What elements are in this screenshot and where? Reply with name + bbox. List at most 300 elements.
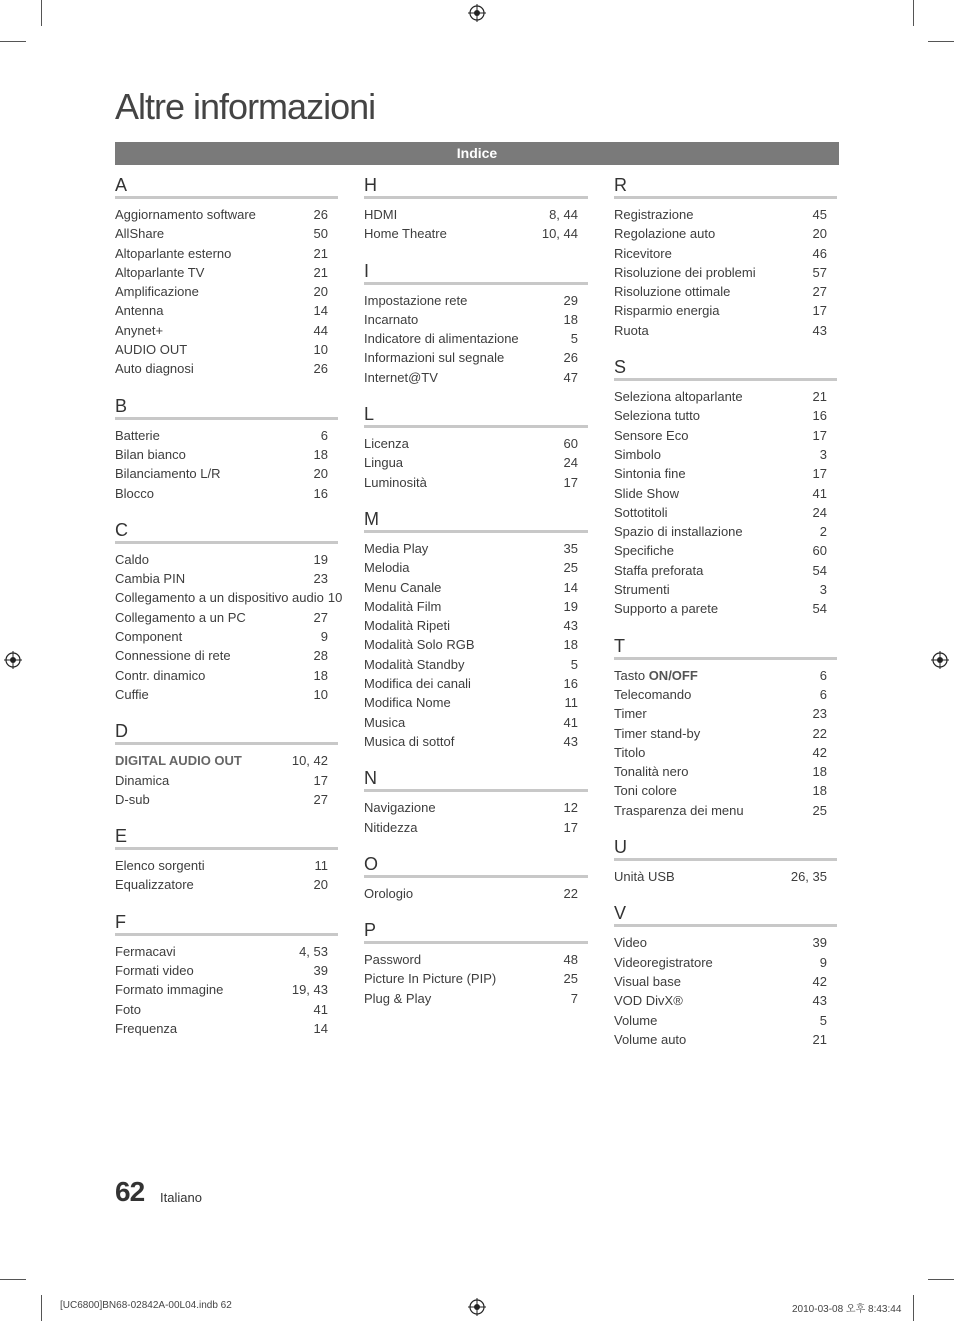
index-term <box>614 541 674 560</box>
index-pages: 18 <box>563 637 578 653</box>
index-pages: 18 <box>313 667 328 683</box>
index-term <box>614 464 686 483</box>
index-pages: 29 <box>563 292 578 308</box>
index-pages: 14 <box>313 303 328 319</box>
index-entries <box>115 544 343 704</box>
index-term <box>614 205 694 224</box>
index-term-text: Seleziona tutto <box>614 408 701 424</box>
index-pages: 23 <box>812 706 827 722</box>
index-section <box>364 851 578 903</box>
index-term <box>614 282 730 301</box>
index-term-text: Musica di sottof <box>364 733 455 749</box>
index-term <box>115 646 231 665</box>
index-entry <box>614 224 827 243</box>
index-term-text: Modalità Ripeti <box>364 618 450 634</box>
index-entry <box>115 627 328 646</box>
index-pages: 35 <box>563 540 578 556</box>
index-section <box>364 765 578 837</box>
index-pages: 24 <box>563 455 578 471</box>
index-letter: N <box>364 765 588 792</box>
index-entry <box>614 426 827 445</box>
index-pages: 10, 42 <box>291 753 328 769</box>
index-letter: V <box>614 900 837 927</box>
index-term <box>614 263 756 282</box>
index-term-text: Connessione di rete <box>115 648 231 664</box>
index-pages: 60 <box>812 543 827 559</box>
index-entry <box>364 693 578 712</box>
index-term <box>115 301 163 320</box>
index-term <box>364 693 451 712</box>
index-pages: 6 <box>819 686 827 702</box>
index-pages: 21 <box>313 245 328 261</box>
index-term-text: Tonalità nero <box>614 764 689 780</box>
index-term <box>115 942 176 961</box>
index-entry <box>115 224 328 243</box>
index-term <box>364 348 504 367</box>
index-entry <box>364 310 578 329</box>
index-pages: 12 <box>563 800 578 816</box>
index-section <box>115 517 343 704</box>
index-term <box>364 635 475 654</box>
index-term <box>364 616 450 635</box>
index-entry <box>115 301 328 320</box>
index-entry <box>614 321 827 340</box>
index-term <box>614 762 688 781</box>
index-term-text: D-sub <box>115 791 150 807</box>
index-letter: A <box>115 172 338 199</box>
index-entry <box>115 646 328 665</box>
index-entry <box>364 655 578 674</box>
index-pages: 42 <box>812 973 827 989</box>
index-letter: R <box>614 172 837 199</box>
index-term <box>614 503 667 522</box>
index-pages: 3 <box>819 446 827 462</box>
index-entry <box>614 1011 827 1030</box>
index-entry <box>115 445 328 464</box>
index-entry <box>115 1019 328 1038</box>
index-entry <box>115 359 328 378</box>
index-section <box>115 823 328 895</box>
index-pages: 5 <box>819 1012 827 1028</box>
index-term-text: Volume <box>614 1012 658 1028</box>
index-term-text: Incarnato <box>364 311 419 327</box>
index-term <box>614 301 720 320</box>
index-term-text: Sensore Eco <box>614 427 689 443</box>
index-term <box>364 884 413 903</box>
crop-mark <box>0 41 26 42</box>
index-section <box>614 172 827 340</box>
index-term <box>115 464 221 483</box>
index-term-text: Cuffie <box>115 686 149 702</box>
index-term <box>115 550 149 569</box>
index-term <box>115 445 186 464</box>
index-term-text: VOD DivX® <box>614 993 683 1009</box>
index-letter: E <box>115 823 338 850</box>
index-pages: 16 <box>563 676 578 692</box>
index-term-text: Amplificazione <box>115 284 199 300</box>
index-term <box>614 666 698 685</box>
index-pages: 14 <box>563 579 578 595</box>
index-term-text: Ricevitore <box>614 245 672 261</box>
index-pages: 8, 44 <box>549 207 578 222</box>
index-pages: 43 <box>812 993 827 1009</box>
index-entry <box>115 790 328 809</box>
index-term <box>364 655 464 674</box>
index-term-text: Anynet+ <box>115 322 164 338</box>
index-term-text: Elenco sorgenti <box>115 858 205 874</box>
index-entry <box>614 464 827 483</box>
index-term-text: Supporto a parete <box>614 601 719 617</box>
index-term <box>115 608 246 627</box>
page-number: 62 <box>115 1176 145 1207</box>
index-entry <box>614 685 827 704</box>
index-letter: F <box>115 909 338 936</box>
index-entry <box>364 539 578 558</box>
index-term <box>364 310 418 329</box>
index-term-text: Registrazione <box>614 207 694 222</box>
index-entry <box>364 453 578 472</box>
index-entry <box>614 867 827 886</box>
index-term <box>614 933 647 952</box>
index-entry <box>364 969 578 988</box>
index-term <box>614 522 743 541</box>
index-entry <box>614 541 827 560</box>
index-entry <box>115 685 328 704</box>
index-term-text: Modifica Nome <box>364 695 451 711</box>
index-term-text: Bilanciamento L/R <box>115 466 221 482</box>
index-entries <box>614 660 827 820</box>
index-pages: 10, 44 <box>541 226 578 242</box>
index-term-text: Password <box>364 952 422 968</box>
index-pages: 18 <box>313 446 328 462</box>
index-pages: 5 <box>570 331 578 347</box>
index-pages: 19, 43 <box>291 982 328 998</box>
index-term-text: Antenna <box>115 303 164 319</box>
index-pages: 48 <box>563 952 578 968</box>
index-term <box>614 867 675 886</box>
index-section <box>364 401 578 492</box>
index-pages: 17 <box>812 427 827 443</box>
index-term-text: Timer stand-by <box>614 725 701 741</box>
index-term <box>115 426 160 445</box>
index-pages: 20 <box>313 466 328 482</box>
index-term <box>364 329 519 348</box>
index-column-3 <box>614 172 827 1063</box>
index-term-text: Informazioni sul segnale <box>364 350 505 366</box>
index-entry <box>115 426 328 445</box>
index-term <box>364 473 427 492</box>
index-entries <box>364 792 578 837</box>
index-pages: 21 <box>313 264 328 280</box>
index-pages: 20 <box>812 226 827 242</box>
index-entry <box>115 321 328 340</box>
index-entry <box>614 933 827 952</box>
index-term-text: Sintonia fine <box>614 466 686 482</box>
index-pages: 9 <box>819 954 827 970</box>
index-letter: O <box>364 851 588 878</box>
index-term-text: Telecomando <box>614 686 692 702</box>
index-term-text: Risoluzione dei problemi <box>614 264 756 280</box>
index-pages: 17 <box>313 772 328 788</box>
index-pages: 7 <box>570 990 578 1006</box>
crop-mark <box>913 0 914 26</box>
index-entry <box>364 473 578 492</box>
index-term-text: Fermacavi <box>115 943 176 959</box>
index-term-text: Internet@TV <box>364 369 438 385</box>
index-term-text: Toni colore <box>614 783 677 799</box>
index-term <box>115 751 242 770</box>
index-entry <box>364 368 578 387</box>
index-term <box>364 969 496 988</box>
index-pages: 21 <box>812 1031 827 1047</box>
index-term <box>364 818 417 837</box>
index-pages: 3 <box>819 582 827 598</box>
crop-mark <box>928 1279 954 1280</box>
index-entries <box>614 199 827 340</box>
index-term-text: Menu Canale <box>364 579 442 595</box>
index-term-text: Altoparlante TV <box>115 264 205 280</box>
index-entry <box>115 244 328 263</box>
index-entry <box>364 329 578 348</box>
index-entry <box>614 724 827 743</box>
index-term-text: Spazio di installazione <box>614 524 743 540</box>
index-entry <box>115 856 328 875</box>
index-pages: 11 <box>564 695 578 711</box>
index-term-text: Altoparlante esterno <box>115 245 232 261</box>
index-term-text: Volume auto <box>614 1031 687 1047</box>
index-section <box>115 909 328 1038</box>
index-section <box>364 917 578 1008</box>
index-pages: 19 <box>313 551 328 567</box>
index-term <box>115 340 187 359</box>
index-section <box>115 393 328 503</box>
index-pages: 41 <box>563 714 578 730</box>
index-term <box>614 972 681 991</box>
index-section <box>614 354 827 619</box>
index-pages: 44 <box>313 322 328 338</box>
index-entry <box>614 301 827 320</box>
index-entry <box>364 597 578 616</box>
index-letter: H <box>364 172 588 199</box>
index-term-text: AUDIO OUT <box>115 342 188 358</box>
index-term <box>115 224 164 243</box>
index-term <box>364 989 431 1008</box>
index-term-text: Media Play <box>364 540 429 556</box>
index-entry <box>115 751 328 770</box>
index-pages: 25 <box>812 802 827 818</box>
index-entry <box>115 569 328 588</box>
index-entry <box>115 282 328 301</box>
index-term <box>364 674 471 693</box>
index-term-text: Risparmio energia <box>614 303 720 319</box>
index-pages: 2 <box>819 524 827 540</box>
language-label: Italiano <box>160 1190 202 1205</box>
index-letter: M <box>364 506 588 533</box>
index-term-text: Collegamento a un dispositivo audio <box>115 590 324 606</box>
index-letter: U <box>614 834 837 861</box>
index-term <box>364 798 436 817</box>
index-pages: 60 <box>563 436 578 452</box>
index-pages: 39 <box>812 935 827 951</box>
index-term-text: Luminosità <box>364 474 427 490</box>
index-pages: 26, 35 <box>790 869 827 885</box>
index-term-text: Blocco <box>115 485 155 501</box>
index-pages: 28 <box>313 648 328 664</box>
index-term-text: Staffa preforata <box>614 562 704 578</box>
index-pages: 25 <box>563 560 578 576</box>
index-term <box>614 387 743 406</box>
index-term <box>115 627 182 646</box>
index-entry <box>115 464 328 483</box>
index-term <box>115 484 154 503</box>
index-term <box>115 569 185 588</box>
index-term <box>364 539 428 558</box>
index-entries <box>364 878 578 903</box>
index-term <box>614 561 703 580</box>
index-term-text: Caldo <box>115 551 149 567</box>
index-entry <box>614 991 827 1010</box>
index-pages: 5 <box>570 656 578 672</box>
index-term <box>614 406 700 425</box>
index-term-text: Regolazione auto <box>614 226 716 242</box>
index-pages: 25 <box>563 971 578 987</box>
index-term <box>364 205 397 224</box>
index-term <box>115 875 194 894</box>
index-entry <box>614 445 827 464</box>
index-entry <box>614 580 827 599</box>
index-term-text: Strumenti <box>614 582 670 598</box>
index-term-text: Equalizzatore <box>115 877 194 893</box>
index-entry <box>364 558 578 577</box>
index-term <box>115 205 256 224</box>
index-pages: 11 <box>314 858 328 874</box>
index-entries <box>115 199 328 379</box>
index-entry <box>614 561 827 580</box>
index-term <box>364 558 410 577</box>
index-term-text: Cambia PIN <box>115 571 186 587</box>
index-pages: 10 <box>327 590 343 606</box>
index-term-text: Collegamento a un PC <box>115 609 246 625</box>
index-pages: 18 <box>563 311 578 327</box>
index-pages: 6 <box>819 667 827 683</box>
index-term-text: Titolo <box>614 744 646 760</box>
index-term <box>364 224 447 243</box>
index-entry <box>614 244 827 263</box>
index-term-text: Specifiche <box>614 543 674 559</box>
index-term-text: Simbolo <box>614 446 661 462</box>
index-letter: C <box>115 517 338 544</box>
index-term <box>614 685 691 704</box>
index-pages: 43 <box>812 322 827 338</box>
index-term <box>364 950 421 969</box>
index-section <box>115 718 328 809</box>
index-entry <box>614 599 827 618</box>
index-pages: 20 <box>313 284 328 300</box>
index-term-text: Navigazione <box>364 800 436 816</box>
index-term <box>614 580 670 599</box>
index-pages: 26 <box>313 207 328 222</box>
index-entries <box>115 745 328 809</box>
index-letter: L <box>364 401 588 428</box>
index-entry <box>364 635 578 654</box>
index-section <box>115 172 328 379</box>
index-entry <box>115 484 328 503</box>
index-letter: B <box>115 393 338 420</box>
index-entry <box>614 522 827 541</box>
index-term <box>614 1030 686 1049</box>
index-term-text: Batterie <box>115 427 160 443</box>
index-pages: 23 <box>313 571 328 587</box>
index-term <box>115 282 199 301</box>
index-pages: 41 <box>313 1001 328 1017</box>
index-term <box>614 244 672 263</box>
index-term <box>115 666 205 685</box>
index-term-bold: ON/OFF <box>648 667 698 683</box>
index-entry <box>364 224 578 243</box>
index-term-text: Videoregistratore <box>614 954 713 970</box>
index-entry <box>115 550 328 569</box>
index-entry <box>364 732 578 751</box>
registration-mark-icon <box>468 1298 486 1316</box>
index-term-text: Slide Show <box>614 485 680 501</box>
index-pages: 41 <box>812 485 827 501</box>
index-term-text: Bilan bianco <box>115 446 186 462</box>
index-pages: 22 <box>563 885 578 901</box>
index-pages: 16 <box>812 408 827 424</box>
index-term <box>614 445 661 464</box>
index-term-text: Sottotitoli <box>614 504 668 520</box>
index-pages: 46 <box>812 245 827 261</box>
index-term-text: Frequenza <box>115 1020 178 1036</box>
index-entry <box>614 666 827 685</box>
index-entry <box>115 1000 328 1019</box>
index-pages: 16 <box>313 485 328 501</box>
index-entries <box>115 420 328 503</box>
index-letter: T <box>614 633 837 660</box>
index-section <box>364 506 578 751</box>
index-term <box>614 991 683 1010</box>
index-term-text: Dinamica <box>115 772 170 788</box>
index-entries <box>364 428 578 492</box>
index-term <box>364 578 441 597</box>
index-term <box>364 732 454 751</box>
index-entry <box>115 980 328 999</box>
crop-mark <box>928 41 954 42</box>
index-term-text: Aggiornamento software <box>115 207 256 222</box>
index-pages: 17 <box>563 474 578 490</box>
index-entry <box>115 666 328 685</box>
index-entry <box>115 263 328 282</box>
index-pages: 27 <box>313 791 328 807</box>
index-entry <box>364 291 578 310</box>
index-term <box>614 704 647 723</box>
index-term <box>614 224 715 243</box>
index-pages: 47 <box>563 369 578 385</box>
index-entry <box>614 743 827 762</box>
index-term <box>614 426 688 445</box>
index-term-text: Unità USB <box>614 869 675 885</box>
index-pages: 27 <box>313 609 328 625</box>
index-entry <box>115 588 343 607</box>
index-section <box>614 633 827 820</box>
index-term <box>115 856 205 875</box>
index-entry <box>115 875 328 894</box>
index-entry <box>614 205 827 224</box>
index-term-text: Modalità Film <box>364 598 442 614</box>
index-entry <box>364 798 578 817</box>
index-term-text: Contr. dinamico <box>115 667 206 683</box>
index-entry <box>115 608 328 627</box>
